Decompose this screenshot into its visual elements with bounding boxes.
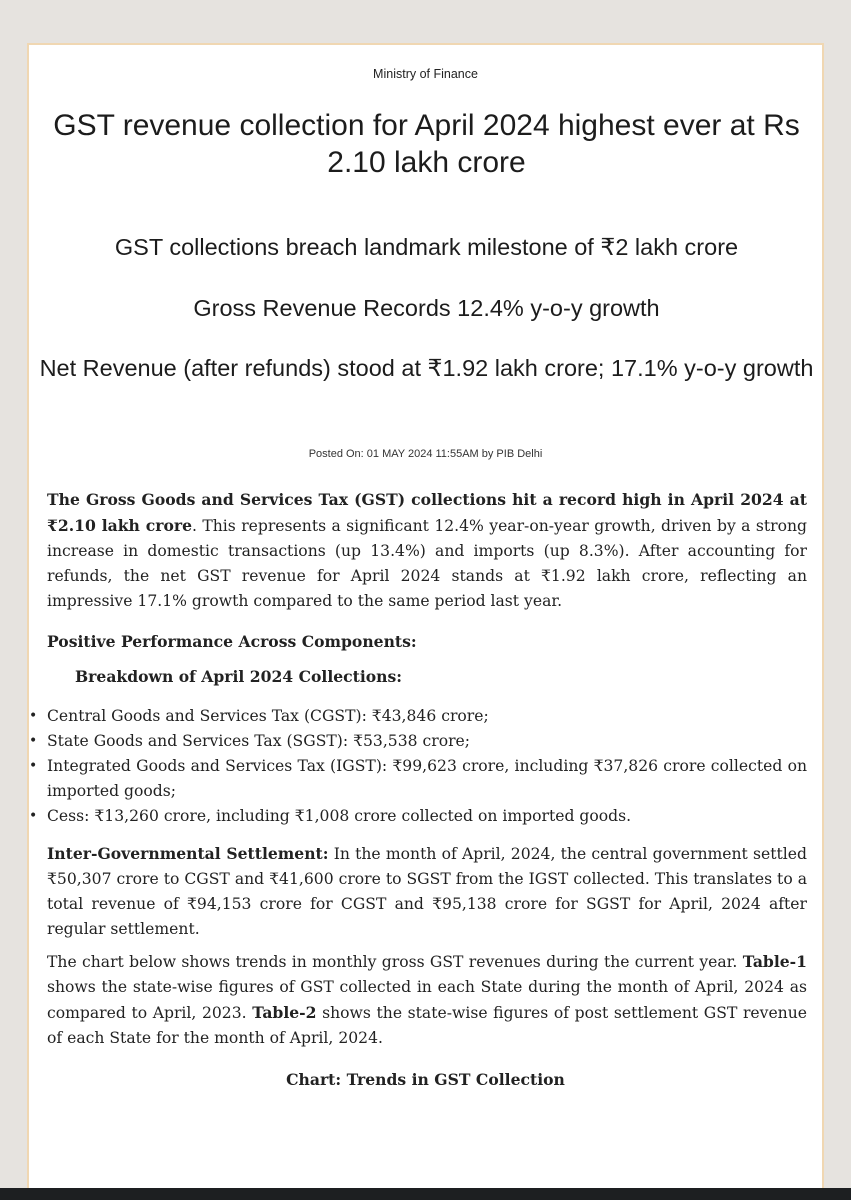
chart-heading: Chart: Trends in GST Collection bbox=[286, 1070, 565, 1089]
settlement-paragraph bbox=[47, 841, 807, 942]
subheading-gross-growth: Gross Revenue Records 12.4% y-o-y growth bbox=[193, 295, 660, 321]
bullet-icon: • bbox=[29, 708, 38, 724]
bottom-bar bbox=[0, 1188, 851, 1200]
breakdown-list bbox=[29, 704, 807, 829]
bullet-icon: • bbox=[29, 733, 38, 749]
breakdown-heading: Breakdown of April 2024 Collections: bbox=[75, 667, 403, 686]
intro-rest: . This represents a significant 12.4% year-on-year growth, driven by a strong increase in domestic transactions (up 13.4%) and imports (up 8.3%). After accounting for refunds, the net GST revenue for April 2024 stands at ₹1.92 lakh crore, reflecting an impressive 17.1% growth compared to the same period last year. bbox=[47, 517, 807, 610]
chart-description-paragraph: The chart below shows trends in monthly gross GST revenues during the current year. Table-1 shows the state-wise figures of GST collected in each State during the month of April, 2024 as compared to April, 2023. Table-2 shows the state-wise figures of post settlement GST revenue of each State for the month of April, 2024. bbox=[47, 952, 807, 1047]
subheading-milestone: GST collections breach landmark milestone of ₹2 lakh crore bbox=[114, 234, 739, 260]
table2-ref: Table-2 bbox=[252, 1003, 317, 1022]
list-item: • Cess: ₹13,260 crore, including ₹1,008 crore collected on imported goods. bbox=[29, 804, 807, 829]
posted-date: Posted On: 01 MAY 2024 11:55AM by PIB Delhi bbox=[308, 448, 543, 460]
page-title: GST revenue collection for April 2024 highest ever at Rs 2.10 lakh crore bbox=[53, 109, 800, 179]
bullet-icon: • bbox=[29, 808, 38, 824]
list-item: • State Goods and Services Tax (SGST): ₹53,538 crore; bbox=[29, 729, 807, 754]
bullet-icon: • bbox=[29, 758, 38, 774]
settlement-bold: Inter-Governmental Settlement: bbox=[47, 844, 329, 863]
list-item: • Integrated Goods and Services Tax (IGST): ₹99,623 crore, including ₹37,826 crore collected on imported goods; bbox=[29, 754, 807, 804]
intro-bold: The Gross Goods and Services Tax (GST) collections hit a record high in April 2024 at ₹2.10 lakh crore bbox=[47, 490, 807, 535]
settlement-rest: In the month of April, 2024, the central government settled ₹50,307 crore to CGST and ₹41,600 crore to SGST from the IGST collected. This translates to a total revenue of ₹94,153 crore for CGST and ₹95,138 crore for SGST for April, 2024 after regular settlement. bbox=[47, 845, 807, 938]
document-page bbox=[27, 43, 824, 1200]
intro-paragraph bbox=[47, 487, 807, 614]
ministry-label: Ministry of Finance bbox=[373, 67, 478, 81]
subheading-net-revenue: Net Revenue (after refunds) stood at ₹1.92 lakh crore; 17.1% y-o-y growth bbox=[39, 355, 814, 381]
positive-heading: Positive Performance Across Components: bbox=[47, 632, 417, 651]
table1-ref: Table-1 bbox=[742, 952, 807, 971]
list-item: • Central Goods and Services Tax (CGST): ₹43,846 crore; bbox=[29, 704, 807, 729]
